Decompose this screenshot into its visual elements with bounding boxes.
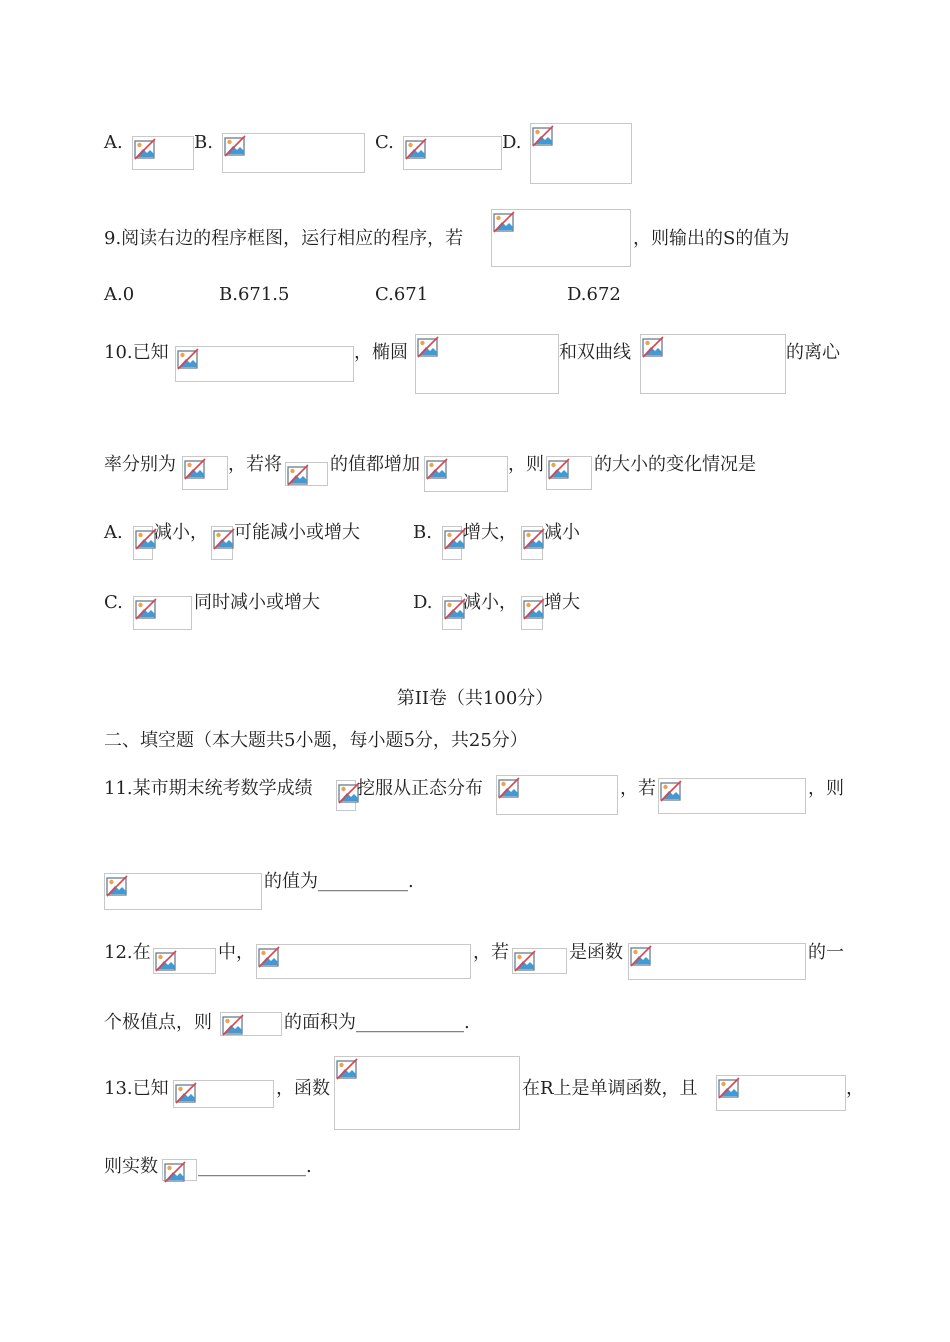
q11-probability-image [658,778,806,814]
q13-line2-b: ____________. [198,1156,312,1177]
q11-a: 11.某市期末统考数学成绩 [104,778,313,799]
broken-image-icon [548,458,570,480]
q8-option-d-label: D. [502,132,522,153]
q11-target-image [104,873,262,910]
q10-e-values-image [182,456,228,490]
q13-a: 13.已知 [104,1078,169,1099]
q10-sep-ellipse: ，椭圆 [354,342,408,363]
q13-variable-image [162,1159,197,1181]
q10-option-a-img1 [133,526,153,560]
q10-option-a-label: A. [104,522,123,543]
q10-option-d-img2 [521,596,543,630]
q9-stem: 9.阅读右边的程序框图，运行相应的程序，若 [104,228,464,249]
q11-b: 挖服从正态分布 [357,778,483,799]
q12-c: ，若 [473,942,509,963]
q10-tail: 的离心 [786,342,840,363]
broken-image-icon [405,138,427,160]
q10-option-b-text2: 减小 [544,522,580,543]
q10-option-d-text1: 减小， [463,592,517,613]
q13-line2-a: 则实数 [104,1156,158,1177]
q10-option-b-img2 [521,526,543,560]
q8-option-c-image [403,136,502,170]
q8-option-c-label: C. [375,132,394,153]
q13-piecewise-image [334,1056,520,1130]
q13-given-image [173,1080,274,1108]
broken-image-icon [493,211,515,233]
q10-option-b-text1: 增大， [463,522,517,543]
broken-image-icon [514,950,536,972]
q12-function-image [628,943,806,980]
q12-d: 是函数 [569,942,623,963]
q8-option-b-label: B. [194,132,213,153]
broken-image-icon [164,1161,186,1183]
broken-image-icon [258,946,280,968]
broken-image-icon [134,138,156,160]
q10-option-a-text1: 减小， [154,522,208,543]
q8-option-d-image [530,123,632,184]
broken-image-icon [213,528,235,550]
q13-b: ，函数 [276,1078,330,1099]
broken-image-icon [155,950,177,972]
q9-stem-tail: ，则输出的S的值为 [633,228,790,249]
q12-b: 中， [218,942,254,963]
q10-ellipse-image [415,334,559,394]
broken-image-icon [523,528,545,550]
broken-image-icon [184,458,206,480]
broken-image-icon [532,125,554,147]
q10-ab-image [285,462,328,486]
section-heading: 二、填空题（本大题共5小题，每小题5分，共25分） [104,730,528,751]
broken-image-icon [660,780,682,802]
broken-image-icon [106,875,128,897]
q10-e-pair-image [546,456,592,490]
q12-triangle-image [153,948,216,974]
q10-given-image [175,346,354,382]
broken-image-icon [630,945,652,967]
broken-image-icon [222,1014,244,1036]
q9-option-c: C.671 [375,284,429,305]
q8-option-a-image [132,136,194,170]
q11-line2: 的值为__________. [264,871,414,892]
q12-area-image [220,1012,282,1036]
broken-image-icon [175,1082,197,1104]
q9-option-a: A.0 [104,284,135,305]
q10-option-c-text: 同时减小或增大 [194,592,320,613]
q10-prefix: 10.已知 [104,342,169,363]
q11-xi-image [336,780,356,811]
q12-sides-image [256,944,471,979]
q10-line2-d: ，则 [508,454,544,475]
q8-option-b-image [222,133,365,173]
q11-c: ，若 [620,778,656,799]
q9-condition-image [491,209,631,267]
q12-point-image [512,948,567,974]
broken-image-icon [718,1077,740,1099]
q8-option-a-label: A. [104,132,123,153]
q10-line2-e: 的大小的变化情况是 [594,454,756,475]
q13-d: ， [846,1078,864,1099]
broken-image-icon [498,777,520,799]
q10-option-a-img2 [211,526,233,560]
q10-option-d-img1 [442,596,462,630]
q10-option-b-img1 [442,526,462,560]
q9-option-b: B.671.5 [219,284,290,305]
q12-line2-b: 的面积为____________. [284,1012,470,1033]
q10-increase-image [424,456,508,492]
broken-image-icon [642,336,664,358]
q11-d: ，则 [808,778,844,799]
q10-sep-hyperbola: 和双曲线 [559,342,631,363]
q10-option-c-label: C. [104,592,123,613]
q12-e: 的一 [808,942,844,963]
q10-option-b-label: B. [413,522,432,543]
broken-image-icon [224,135,246,157]
q10-option-a-text2: 可能减小或增大 [234,522,360,543]
q9-option-d: D.672 [567,284,621,305]
q10-hyperbola-image [640,334,786,394]
q11-normal-dist-image [496,775,618,815]
q12-a: 12.在 [104,942,151,963]
broken-image-icon [523,598,545,620]
q10-option-d-label: D. [413,592,433,613]
q10-line2-c: 的值都增加 [330,454,420,475]
q10-line2-a: 率分别为 [104,454,176,475]
q10-line2-b: ，若将 [228,454,282,475]
broken-image-icon [417,336,439,358]
broken-image-icon [177,348,199,370]
broken-image-icon [287,464,309,486]
broken-image-icon [135,598,157,620]
q10-option-c-img [133,596,192,630]
broken-image-icon [426,458,448,480]
q13-condition-image [716,1075,846,1111]
q12-line2-a: 个极值点，则 [104,1012,212,1033]
section-title: 第II卷（共100分） [396,688,554,709]
q13-c: 在R上是单调函数，且 [522,1078,698,1099]
q10-option-d-text2: 增大 [544,592,580,613]
broken-image-icon [336,1058,358,1080]
